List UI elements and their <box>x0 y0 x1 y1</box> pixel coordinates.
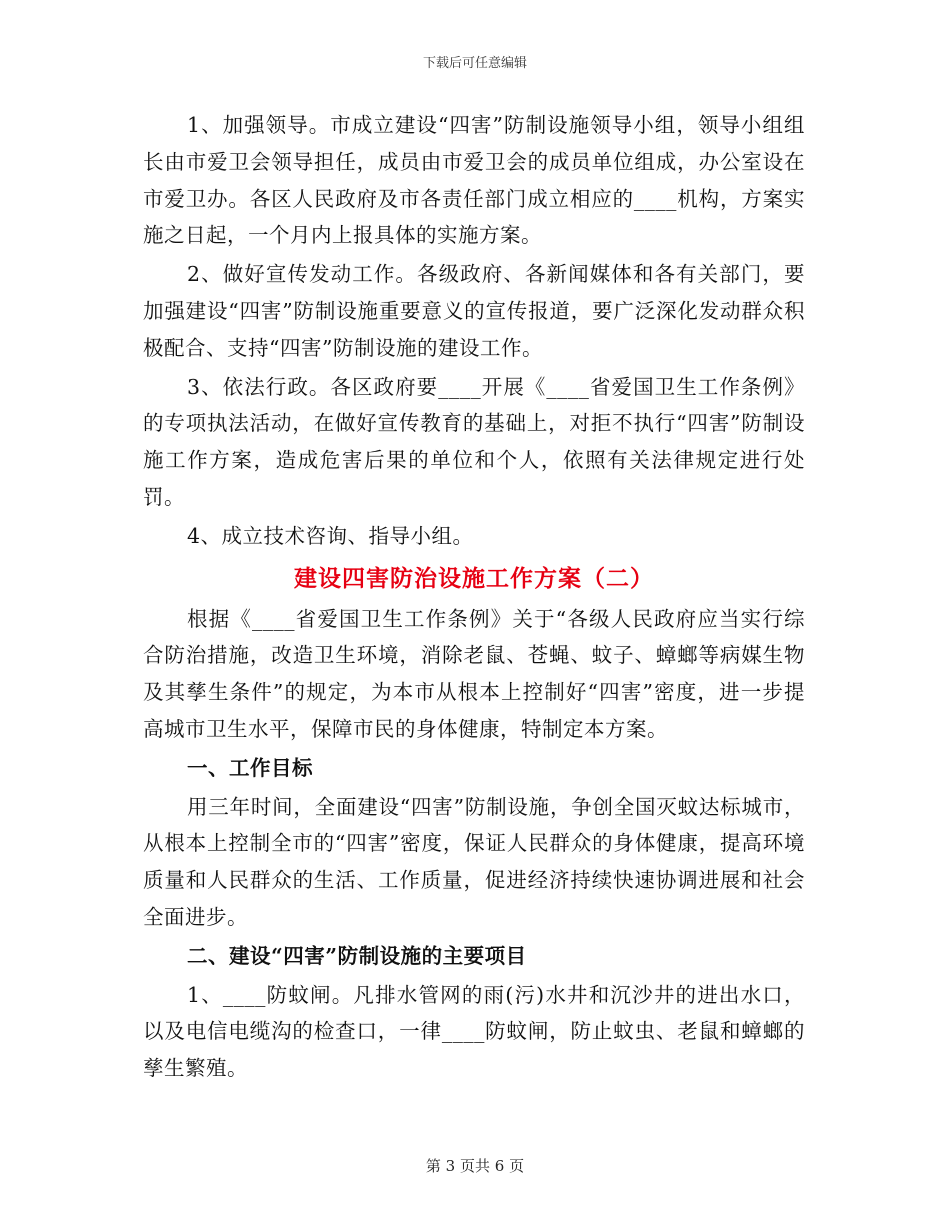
paragraph-basis: 根据《____省爱国卫生工作条例》关于“各级人民政府应当实行综合防治措施，改造卫生环境，消除老鼠、苍蝇、蚊子、蟑螂等病媒生物及其孳生条件”的规定，为本市从根本上控制好“四害”密度，进一步提高城市卫生水平，保障市民的身体健康，特制定本方案。 <box>143 606 805 741</box>
paragraph-work-goal: 用三年时间，全面建设“四害”防制设施，争创全国灭蚊达标城市，从根本上控制全市的“四害”密度，保证人民群众的身体健康，提高环境质量和人民群众的生活、工作质量，促进经济持续快速协调进展和社会全面进步。 <box>143 794 805 929</box>
page-footer: 第 3 页共 6 页 <box>425 1157 525 1175</box>
document-body <box>143 107 805 1089</box>
page-header: 下载后可任意编辑 <box>422 56 527 71</box>
paragraph-mosquito-gate: 1、____防蚊闸。凡排水管网的雨(污)水井和沉沙井的进出水口，以及电信电缆沟的检查口，一律____防蚊闸，防止蚊虫、老鼠和蟑螂的孳生繁殖。 <box>143 982 805 1081</box>
heading-main-projects: 二、建设“四害”防制设施的主要项目 <box>187 943 527 968</box>
paragraph-law-enforcement: 3、依法行政。各区政府要____开展《____省爱国卫生工作条例》的专项执法活动，在做好宣传教育的基础上，对拒不执行“四害”防制设施工作方案，造成危害后果的单位和个人，依照有关法律规定进行处罚。 <box>143 374 805 509</box>
section-title: 建设四害防治设施工作方案（二） <box>294 564 654 592</box>
heading-work-goal: 一、工作目标 <box>187 755 313 780</box>
paragraph-publicity: 2、做好宣传发动工作。各级政府、各新闻媒体和各有关部门，要加强建设“四害”防制设施重要意义的宣传报道，要广泛深化发动群众积极配合、支持“四害”防制设施的建设工作。 <box>143 262 805 360</box>
paragraph-leadership: 1、加强领导。市成立建设“四害”防制设施领导小组，领导小组组长由市爱卫会领导担任，成员由市爱卫会的成员单位组成，办公室设在市爱卫办。各区人民政府及市各责任部门成立相应的____机构，方案实施之日起，一个月内上报具体的实施方案。 <box>143 113 805 248</box>
paragraph-technical-group: 4、成立技术咨询、指导小组。 <box>187 523 474 548</box>
